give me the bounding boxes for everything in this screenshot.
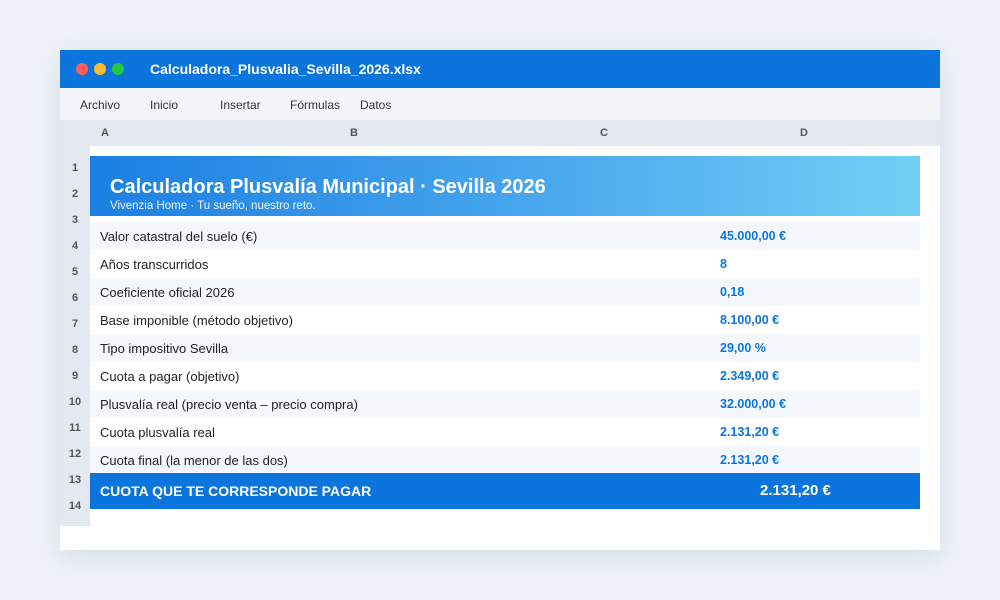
data-row-cuota-real[interactable] [90,418,920,446]
column-b-header[interactable]: B [350,127,358,139]
total-value[interactable]: 2.131,20 € [760,482,831,499]
row-value[interactable]: 32.000,00 € [720,397,787,411]
data-row-cuota-final[interactable] [90,446,920,474]
row-label: Tipo impositivo Sevilla [100,341,229,356]
row-number[interactable]: 9 [71,370,79,382]
title-bar [60,50,940,88]
data-row-coeficiente[interactable] [90,278,920,306]
menu-insertar[interactable]: Insertar [220,98,261,112]
row-value[interactable]: 2.131,20 € [720,453,780,467]
close-window-button[interactable] [76,63,88,75]
row-number[interactable]: 10 [68,396,82,408]
row-value[interactable]: 2.131,20 € [720,425,780,439]
data-row-anos[interactable] [90,250,920,278]
data-row-tipo-impositivo[interactable] [90,334,920,362]
row-number[interactable]: 1 [71,162,79,174]
menu-archivo[interactable]: Archivo [80,98,121,112]
row-label: Cuota final (la menor de las dos) [100,453,288,468]
row-label: Cuota a pagar (objetivo) [100,369,240,384]
row-number[interactable]: 5 [71,266,79,278]
row-number[interactable]: 8 [71,344,79,356]
column-d-header[interactable]: D [800,127,808,139]
row-header [60,146,90,526]
row-label: Base imponible (método objetivo) [100,313,293,328]
row-number[interactable]: 11 [69,422,81,434]
total-row[interactable] [90,473,920,509]
row-label: Valor catastral del suelo (€) [100,229,258,244]
column-c-header[interactable]: C [600,127,608,139]
row-number[interactable]: 3 [71,214,79,226]
row-label: Años transcurridos [100,257,209,272]
row-value[interactable]: 2.349,00 € [720,369,780,383]
column-a-header[interactable]: A [101,127,109,139]
data-row-base-imponible[interactable] [90,306,920,334]
data-row-cuota-objetivo[interactable] [90,362,920,390]
row-label: Coeficiente oficial 2026 [100,285,235,300]
row-value[interactable]: 29,00 % [720,341,766,355]
menu-inicio[interactable]: Inicio [150,98,179,112]
sheet-title: Calculadora Plusvalía Municipal · Sevilla 2026 [110,176,546,198]
column-header [60,120,940,146]
menu-bar [60,88,940,120]
row-number[interactable]: 6 [71,292,79,304]
sheet-banner[interactable] [90,156,920,216]
spreadsheet-window [60,50,940,550]
window-title: Calculadora_Plusvalia_Sevilla_2026.xlsx [150,61,421,77]
row-number[interactable]: 12 [68,448,82,460]
row-label: Plusvalía real (precio venta – precio compra) [100,397,358,412]
maximize-window-button[interactable] [112,63,124,75]
row-value[interactable]: 45.000,00 € [720,229,787,243]
data-row-plusvalia-real[interactable] [90,390,920,418]
row-number[interactable]: 14 [68,500,82,512]
row-number[interactable]: 7 [71,318,79,330]
sheet-subtitle: Vivenzia Home · Tu sueño, nuestro reto. [110,200,316,212]
menu-formulas[interactable]: Fórmulas [290,98,341,112]
row-number[interactable]: 4 [71,240,79,252]
data-row-valor-catastral[interactable] [90,222,920,250]
row-value[interactable]: 8.100,00 € [720,313,780,327]
row-value[interactable]: 8 [720,257,727,271]
row-value[interactable]: 0,18 [720,285,745,299]
row-number[interactable]: 2 [71,188,79,200]
menu-datos[interactable]: Datos [360,98,392,112]
row-label: Cuota plusvalía real [100,425,215,440]
row-number[interactable]: 13 [68,474,82,486]
total-label: CUOTA QUE TE CORRESPONDE PAGAR [100,483,372,499]
minimize-window-button[interactable] [94,63,106,75]
